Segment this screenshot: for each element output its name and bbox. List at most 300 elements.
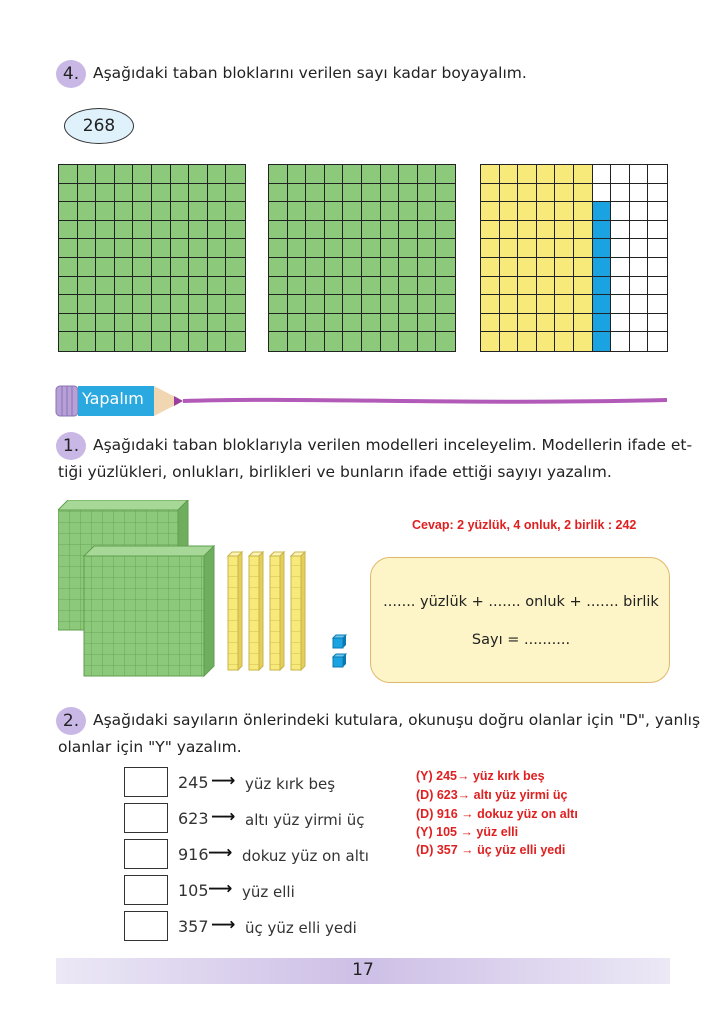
grid-cell[interactable] [59,239,78,258]
grid-cell[interactable] [537,184,556,203]
grid-cell[interactable] [325,165,344,184]
grid-cell[interactable] [343,221,362,240]
answer-box[interactable] [124,803,168,833]
grid-cell[interactable] [362,221,381,240]
grid-cell[interactable] [78,202,97,221]
grid-cell[interactable] [418,202,437,221]
grid-cell[interactable] [115,184,134,203]
grid-cell[interactable] [59,277,78,296]
grid-cell[interactable] [611,221,630,240]
grid-cell[interactable] [325,202,344,221]
grid-cell[interactable] [171,295,190,314]
answer-box[interactable] [124,875,168,905]
grid-cell[interactable] [399,202,418,221]
grid-cell[interactable] [226,314,245,333]
grid-cell[interactable] [555,332,574,351]
grid-cell[interactable] [574,184,593,203]
grid-cell[interactable] [133,258,152,277]
grid-cell[interactable] [96,221,115,240]
grid-cell[interactable] [208,332,227,351]
grid-cell[interactable] [306,258,325,277]
grid-cell[interactable] [537,202,556,221]
grid-cell[interactable] [152,295,171,314]
grid-cell[interactable] [362,239,381,258]
grid-cell[interactable] [555,221,574,240]
grid-cell[interactable] [189,295,208,314]
grid-cell[interactable] [611,184,630,203]
grid-cell[interactable] [171,221,190,240]
grid-cell[interactable] [399,295,418,314]
grid-cell[interactable] [96,165,115,184]
grid-cell[interactable] [208,184,227,203]
answer-box[interactable] [124,911,168,941]
grid-cell[interactable] [574,221,593,240]
grid-cell[interactable] [593,258,612,277]
grid-cell[interactable] [269,202,288,221]
grid-cell[interactable] [133,239,152,258]
grid-cell[interactable] [418,239,437,258]
grid-cell[interactable] [611,165,630,184]
grid-cell[interactable] [555,258,574,277]
grid-cell[interactable] [269,165,288,184]
grid-cell[interactable] [78,295,97,314]
grid-cell[interactable] [574,258,593,277]
grid-cell[interactable] [436,295,455,314]
grid-cell[interactable] [208,202,227,221]
grid-cell[interactable] [152,314,171,333]
grid-cell[interactable] [399,239,418,258]
grid-cell[interactable] [343,332,362,351]
grid-cell[interactable] [288,202,307,221]
grid-cell[interactable] [518,165,537,184]
grid-cell[interactable] [362,295,381,314]
grid-cell[interactable] [500,295,519,314]
grid-cell[interactable] [593,295,612,314]
grid-cell[interactable] [362,184,381,203]
grid-cell[interactable] [78,184,97,203]
grid-cell[interactable] [96,239,115,258]
grid-cell[interactable] [189,332,208,351]
grid-cell[interactable] [115,165,134,184]
grid-cell[interactable] [208,258,227,277]
grid-cell[interactable] [288,221,307,240]
grid-cell[interactable] [152,239,171,258]
grid-cell[interactable] [418,332,437,351]
grid-cell[interactable] [226,221,245,240]
grid-cell[interactable] [481,277,500,296]
grid-cell[interactable] [436,202,455,221]
grid-cell[interactable] [226,258,245,277]
grid-cell[interactable] [593,165,612,184]
grid-cell[interactable] [208,277,227,296]
grid-cell[interactable] [343,239,362,258]
grid-cell[interactable] [269,221,288,240]
grid-cell[interactable] [362,277,381,296]
grid-cell[interactable] [381,332,400,351]
grid-cell[interactable] [537,332,556,351]
grid-cell[interactable] [500,277,519,296]
grid-cell[interactable] [381,202,400,221]
grid-cell[interactable] [436,165,455,184]
grid-cell[interactable] [436,221,455,240]
grid-cell[interactable] [208,221,227,240]
grid-cell[interactable] [325,221,344,240]
grid-cell[interactable] [555,202,574,221]
grid-cell[interactable] [381,277,400,296]
grid-cell[interactable] [518,277,537,296]
grid-cell[interactable] [362,332,381,351]
grid-cell[interactable] [500,332,519,351]
grid-cell[interactable] [171,258,190,277]
grid-cell[interactable] [362,165,381,184]
grid-cell[interactable] [189,165,208,184]
grid-cell[interactable] [418,314,437,333]
grid-cell[interactable] [593,277,612,296]
grid-cell[interactable] [418,295,437,314]
grid-cell[interactable] [574,295,593,314]
grid-cell[interactable] [381,239,400,258]
grid-cell[interactable] [78,165,97,184]
grid-cell[interactable] [269,295,288,314]
grid-cell[interactable] [630,202,649,221]
grid-cell[interactable] [537,165,556,184]
grid-cell[interactable] [288,239,307,258]
grid-cell[interactable] [648,295,667,314]
grid-cell[interactable] [325,295,344,314]
grid-cell[interactable] [611,277,630,296]
grid-cell[interactable] [306,202,325,221]
grid-cell[interactable] [152,184,171,203]
grid-cell[interactable] [343,295,362,314]
grid-cell[interactable] [518,332,537,351]
grid-cell[interactable] [648,239,667,258]
grid-cell[interactable] [481,332,500,351]
grid-cell[interactable] [96,314,115,333]
grid-cell[interactable] [648,277,667,296]
grid-cell[interactable] [189,277,208,296]
grid-cell[interactable] [189,221,208,240]
grid-cell[interactable] [325,239,344,258]
grid-cell[interactable] [537,314,556,333]
answer-box[interactable] [124,839,168,869]
grid-cell[interactable] [115,258,134,277]
grid-cell[interactable] [399,221,418,240]
grid-cell[interactable] [288,184,307,203]
grid-cell[interactable] [500,184,519,203]
grid-cell[interactable] [306,332,325,351]
grid-cell[interactable] [574,202,593,221]
grid-cell[interactable] [115,277,134,296]
grid-cell[interactable] [418,277,437,296]
grid-cell[interactable] [96,295,115,314]
grid-cell[interactable] [630,184,649,203]
grid-cell[interactable] [343,277,362,296]
grid-cell[interactable] [399,332,418,351]
grid-cell[interactable] [518,258,537,277]
grid-cell[interactable] [537,277,556,296]
grid-cell[interactable] [343,258,362,277]
grid-cell[interactable] [500,165,519,184]
grid-cell[interactable] [537,239,556,258]
grid-cell[interactable] [574,314,593,333]
grid-cell[interactable] [518,221,537,240]
grid-cell[interactable] [152,277,171,296]
grid-cell[interactable] [362,258,381,277]
grid-cell[interactable] [500,221,519,240]
grid-cell[interactable] [630,165,649,184]
grid-cell[interactable] [59,184,78,203]
grid-cell[interactable] [574,277,593,296]
grid-cell[interactable] [518,202,537,221]
grid-cell[interactable] [518,295,537,314]
grid-cell[interactable] [133,332,152,351]
grid-cell[interactable] [436,332,455,351]
grid-cell[interactable] [208,239,227,258]
grid-cell[interactable] [288,277,307,296]
grid-cell[interactable] [630,221,649,240]
grid-cell[interactable] [362,202,381,221]
grid-cell[interactable] [593,239,612,258]
grid-cell[interactable] [593,221,612,240]
grid-cell[interactable] [648,165,667,184]
grid-cell[interactable] [593,332,612,351]
grid-cell[interactable] [399,258,418,277]
grid-cell[interactable] [381,258,400,277]
grid-cell[interactable] [288,258,307,277]
grid-cell[interactable] [630,239,649,258]
grid-cell[interactable] [555,165,574,184]
grid-cell[interactable] [171,277,190,296]
grid-cell[interactable] [59,202,78,221]
grid-cell[interactable] [306,221,325,240]
grid-cell[interactable] [537,221,556,240]
grid-cell[interactable] [555,239,574,258]
grid-cell[interactable] [481,202,500,221]
grid-cell[interactable] [152,221,171,240]
grid-cell[interactable] [306,295,325,314]
answer-fill-box[interactable] [370,557,670,683]
grid-cell[interactable] [381,165,400,184]
grid-cell[interactable] [189,258,208,277]
grid-cell[interactable] [648,184,667,203]
grid-cell[interactable] [96,277,115,296]
grid-cell[interactable] [115,202,134,221]
grid-cell[interactable] [418,221,437,240]
grid-cell[interactable] [133,221,152,240]
grid-cell[interactable] [611,332,630,351]
grid-cell[interactable] [288,295,307,314]
grid-cell[interactable] [648,258,667,277]
grid-cell[interactable] [208,295,227,314]
grid-cell[interactable] [481,184,500,203]
grid-cell[interactable] [306,165,325,184]
grid-cell[interactable] [611,239,630,258]
grid-cell[interactable] [399,314,418,333]
grid-cell[interactable] [555,277,574,296]
grid-cell[interactable] [574,239,593,258]
grid-cell[interactable] [189,239,208,258]
answer-box[interactable] [124,767,168,797]
grid-cell[interactable] [189,184,208,203]
grid-cell[interactable] [152,258,171,277]
grid-cell[interactable] [381,221,400,240]
grid-cell[interactable] [418,184,437,203]
grid-cell[interactable] [115,239,134,258]
grid-cell[interactable] [133,277,152,296]
grid-cell[interactable] [500,239,519,258]
grid-cell[interactable] [115,314,134,333]
grid-cell[interactable] [152,332,171,351]
grid-cell[interactable] [171,202,190,221]
grid-cell[interactable] [171,184,190,203]
grid-cell[interactable] [115,332,134,351]
grid-cell[interactable] [537,295,556,314]
grid-cell[interactable] [306,184,325,203]
grid-cell[interactable] [343,165,362,184]
grid-cell[interactable] [343,202,362,221]
grid-cell[interactable] [226,295,245,314]
grid-cell[interactable] [648,202,667,221]
grid-cell[interactable] [288,165,307,184]
grid-cell[interactable] [481,295,500,314]
grid-cell[interactable] [381,295,400,314]
grid-cell[interactable] [115,295,134,314]
grid-cell[interactable] [630,277,649,296]
grid-cell[interactable] [269,277,288,296]
grid-cell[interactable] [59,295,78,314]
grid-cell[interactable] [436,239,455,258]
grid-cell[interactable] [78,221,97,240]
grid-cell[interactable] [537,258,556,277]
grid-cell[interactable] [59,332,78,351]
grid-cell[interactable] [611,295,630,314]
grid-cell[interactable] [96,332,115,351]
grid-cell[interactable] [555,314,574,333]
grid-cell[interactable] [648,314,667,333]
grid-cell[interactable] [189,314,208,333]
grid-cell[interactable] [269,332,288,351]
grid-cell[interactable] [630,258,649,277]
grid-cell[interactable] [96,184,115,203]
grid-cell[interactable] [269,258,288,277]
grid-cell[interactable] [306,239,325,258]
grid-cell[interactable] [226,202,245,221]
grid-cell[interactable] [481,239,500,258]
grid-cell[interactable] [399,184,418,203]
grid-cell[interactable] [481,314,500,333]
grid-cell[interactable] [171,314,190,333]
grid-cell[interactable] [555,295,574,314]
grid-cell[interactable] [343,184,362,203]
grid-cell[interactable] [96,258,115,277]
grid-cell[interactable] [171,165,190,184]
grid-cell[interactable] [325,184,344,203]
grid-cell[interactable] [500,258,519,277]
hundred-block-grid-3[interactable] [480,164,668,352]
grid-cell[interactable] [59,165,78,184]
grid-cell[interactable] [152,202,171,221]
grid-cell[interactable] [115,221,134,240]
grid-cell[interactable] [418,258,437,277]
grid-cell[interactable] [630,332,649,351]
grid-cell[interactable] [226,332,245,351]
grid-cell[interactable] [133,295,152,314]
grid-cell[interactable] [343,314,362,333]
grid-cell[interactable] [648,332,667,351]
grid-cell[interactable] [288,314,307,333]
grid-cell[interactable] [325,314,344,333]
grid-cell[interactable] [59,314,78,333]
grid-cell[interactable] [171,239,190,258]
grid-cell[interactable] [436,258,455,277]
grid-cell[interactable] [381,314,400,333]
grid-cell[interactable] [593,314,612,333]
grid-cell[interactable] [269,314,288,333]
grid-cell[interactable] [59,221,78,240]
grid-cell[interactable] [518,184,537,203]
grid-cell[interactable] [500,202,519,221]
grid-cell[interactable] [436,277,455,296]
grid-cell[interactable] [436,314,455,333]
grid-cell[interactable] [226,277,245,296]
grid-cell[interactable] [78,332,97,351]
grid-cell[interactable] [593,184,612,203]
grid-cell[interactable] [133,202,152,221]
grid-cell[interactable] [611,258,630,277]
grid-cell[interactable] [59,258,78,277]
grid-cell[interactable] [500,314,519,333]
grid-cell[interactable] [611,202,630,221]
grid-cell[interactable] [611,314,630,333]
grid-cell[interactable] [574,332,593,351]
grid-cell[interactable] [574,165,593,184]
grid-cell[interactable] [78,239,97,258]
grid-cell[interactable] [226,239,245,258]
grid-cell[interactable] [288,332,307,351]
grid-cell[interactable] [208,165,227,184]
grid-cell[interactable] [306,314,325,333]
grid-cell[interactable] [325,332,344,351]
grid-cell[interactable] [325,258,344,277]
grid-cell[interactable] [399,277,418,296]
grid-cell[interactable] [226,165,245,184]
grid-cell[interactable] [133,314,152,333]
grid-cell[interactable] [381,184,400,203]
grid-cell[interactable] [208,314,227,333]
grid-cell[interactable] [171,332,190,351]
grid-cell[interactable] [481,221,500,240]
hundred-block-grid-2[interactable] [268,164,456,352]
grid-cell[interactable] [226,184,245,203]
grid-cell[interactable] [78,277,97,296]
grid-cell[interactable] [481,258,500,277]
grid-cell[interactable] [189,202,208,221]
grid-cell[interactable] [518,314,537,333]
grid-cell[interactable] [152,165,171,184]
grid-cell[interactable] [306,277,325,296]
grid-cell[interactable] [96,202,115,221]
grid-cell[interactable] [648,221,667,240]
grid-cell[interactable] [133,165,152,184]
grid-cell[interactable] [418,165,437,184]
grid-cell[interactable] [518,239,537,258]
grid-cell[interactable] [269,239,288,258]
grid-cell[interactable] [593,202,612,221]
grid-cell[interactable] [630,314,649,333]
grid-cell[interactable] [325,277,344,296]
grid-cell[interactable] [269,184,288,203]
grid-cell[interactable] [133,184,152,203]
